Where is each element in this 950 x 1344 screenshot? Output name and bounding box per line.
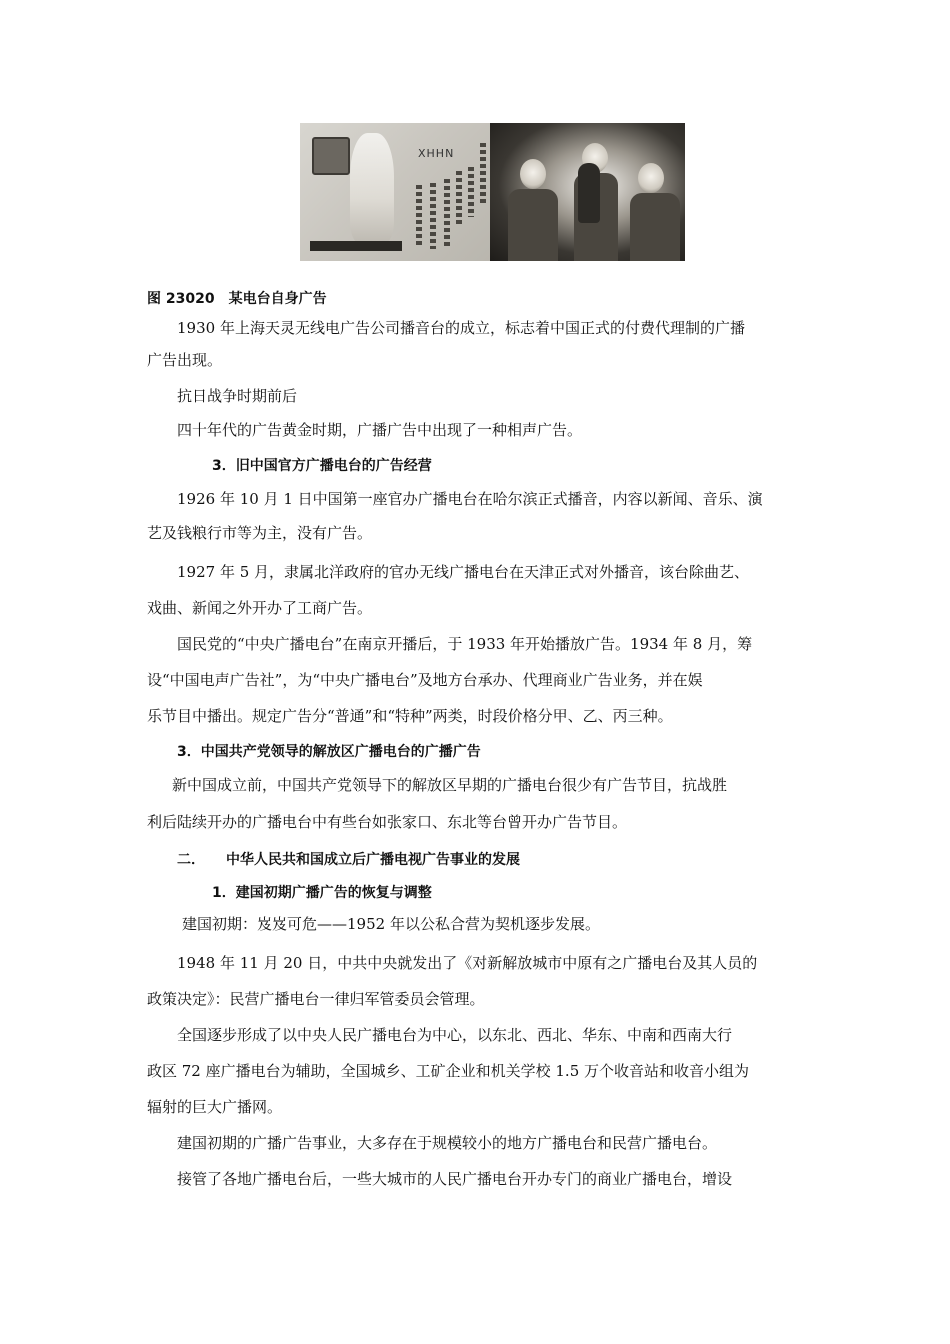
microphone-graphic	[578, 163, 600, 223]
paragraph-line: 乐节目中播出。规定广告分“普通”和“特种”两类，时段价格分甲、乙、丙三种。	[147, 707, 673, 725]
ad-text-column	[444, 179, 450, 249]
paragraph-line: 接管了各地广播电台后，一些大城市的人民广播电台开办专门的商业广播电台，增设	[177, 1170, 733, 1188]
ad-text-column	[468, 167, 474, 217]
paragraph-line: 建国初期的广播广告事业，大多存在于规模较小的地方广播电台和民营广播电台。	[177, 1134, 718, 1152]
paragraph-line: 辐射的巨大广播网。	[147, 1098, 283, 1116]
ad-text-column	[480, 143, 486, 203]
paragraph-line: 1927 年 5 月，隶属北洋政府的官办无线广播电台在天津正式对外播音，该台除曲艺、	[177, 563, 750, 581]
person-face	[520, 159, 546, 189]
paragraph-line: 新中国成立前，中国共产党领导下的解放区早期的广播电台很少有广告节目，抗战胜	[172, 776, 728, 794]
paragraph-line: 艺及钱粮行市等为主，没有广告。	[147, 524, 373, 542]
radio-set-graphic	[312, 137, 350, 175]
dancer-graphic	[350, 133, 394, 243]
paragraph-line: 戏曲、新闻之外开办了工商广告。	[147, 599, 373, 617]
person-body	[508, 189, 558, 261]
ad-text-column	[456, 171, 462, 227]
ad-text-column	[416, 185, 422, 245]
ad-text-column	[430, 183, 436, 249]
ad-banner	[310, 241, 402, 251]
paragraph-line: 建国初期：岌岌可危——1952 年以公私合营为契机逐步发展。	[182, 915, 600, 933]
paragraph-line: 利后陆续开办的广播电台中有些台如张家口、东北等台曾开办广告节目。	[147, 813, 628, 831]
paragraph-line: 抗日战争时期前后	[177, 387, 298, 405]
paragraph-line: 1930 年上海天灵无线电广告公司播音台的成立，标志着中国正式的付费代理制的广播	[177, 319, 745, 337]
paragraph-line: 政策决定》：民营广播电台一律归军管委员会管理。	[147, 990, 485, 1008]
broadcast-studio-photo	[490, 123, 685, 261]
station-callsign: XHHN	[418, 147, 455, 160]
paragraph-line: 四十年代的广告黄金时期，广播广告中出现了一种相声广告。	[177, 421, 583, 439]
person-body	[630, 193, 680, 261]
paragraph-line: 全国逐步形成了以中央人民广播电台为中心，以东北、西北、华东、中南和西南大行	[177, 1026, 733, 1044]
paragraph-line: 政区 72 座广播电台为辅助，全国城乡、工矿企业和机关学校 1.5 万个收音站和收音小组为	[147, 1062, 750, 1080]
paragraph-line: 设“中国电声广告社”，为“中央广播电台”及地方台承办、代理商业广告业务，并在娱	[147, 671, 703, 689]
section-heading: 1．建国初期广播广告的恢复与调整	[212, 885, 432, 901]
radio-ad-photo	[300, 123, 490, 261]
figure-caption: 图 23020 某电台自身广告	[147, 291, 327, 307]
person-face	[638, 163, 664, 193]
paragraph-line: 国民党的“中央广播电台”在南京开播后，于 1933 年开始播放广告。1934 年 8 月，筹	[177, 635, 753, 653]
paragraph-line: 广告出现。	[147, 351, 223, 369]
section-heading: 3．中国共产党领导的解放区广播电台的广播广告	[177, 744, 481, 760]
paragraph-line: 1926 年 10 月 1 日中国第一座官办广播电台在哈尔滨正式播音，内容以新闻、音乐、演	[177, 490, 763, 508]
section-heading: 3．旧中国官方广播电台的广告经营	[212, 458, 432, 474]
paragraph-line: 1948 年 11 月 20 日，中共中央就发出了《对新解放城市中原有之广播电台及其人员的	[177, 954, 758, 972]
chapter-heading: 二． 中华人民共和国成立后广播电视广告事业的发展	[177, 852, 520, 868]
